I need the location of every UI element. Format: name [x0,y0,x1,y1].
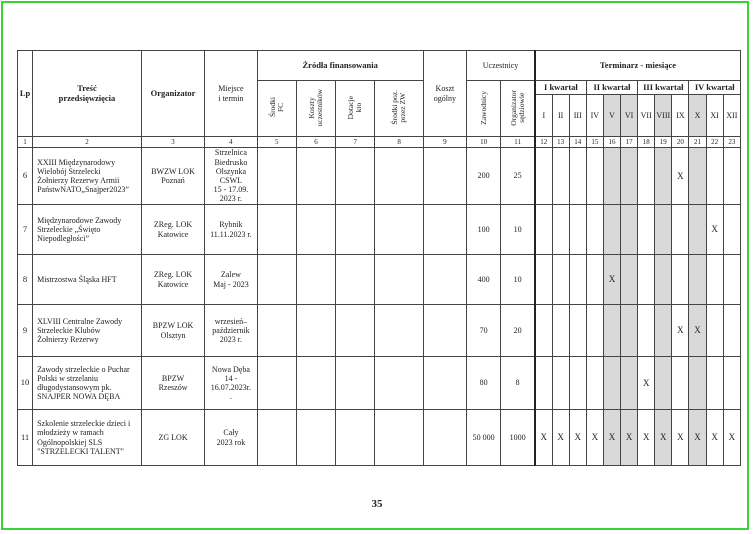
row-month-mark [672,205,689,255]
column-number: 2 [33,137,142,148]
row-month-mark: X [672,148,689,205]
row-month-mark: X [655,410,672,466]
header-miejsce: Miejsce i termin [205,51,257,137]
column-number: 6 [296,137,335,148]
row-empty-cell [296,255,335,305]
row-month-mark: X [638,410,655,466]
row-month-mark: X [689,305,706,357]
row-sedziowie: 8 [501,357,535,410]
row-month-mark [638,148,655,205]
row-tresc: XLVIII Centralne Zawody Strzeleckie Klubów Żołnierzy Rezerwy [33,305,142,357]
row-month-mark [706,357,723,410]
header-month: X [689,95,706,137]
header-quarter-4: IV kwartał [689,81,741,95]
table-row [18,148,741,205]
column-number: 21 [689,137,706,148]
table-row [18,410,741,466]
row-month-mark [655,305,672,357]
column-number: 4 [205,137,257,148]
header-organizator: Organizator [141,51,204,137]
row-month-mark [689,148,706,205]
header-month: IV [586,95,603,137]
row-month-mark [535,357,552,410]
row-lp: 7 [18,205,33,255]
row-miejsce: Nowa Dęba 14 - 16.07.2023r. . [205,357,257,410]
row-month-mark [535,255,552,305]
header-tresc: Treść przedsięwzięcia [33,51,142,137]
row-month-mark [603,205,620,255]
row-empty-cell [257,255,296,305]
row-month-mark [603,305,620,357]
row-zawodnicy: 70 [467,305,501,357]
row-organizator: BPZW Rzeszów [141,357,204,410]
row-sedziowie: 20 [501,305,535,357]
row-month-mark [569,255,586,305]
row-month-mark: X [638,357,655,410]
column-number: 23 [723,137,740,148]
row-empty-cell [336,205,375,255]
row-month-mark [535,305,552,357]
row-month-mark: X [706,410,723,466]
header-lp: Lp [18,51,33,137]
row-month-mark [723,357,740,410]
row-empty-cell [423,205,466,255]
column-number: 20 [672,137,689,148]
column-number: 7 [336,137,375,148]
row-month-mark [586,305,603,357]
table-row [18,305,741,357]
row-month-mark [638,255,655,305]
row-month-mark [706,305,723,357]
header-month: II [552,95,569,137]
row-month-mark [621,357,638,410]
table-row [18,205,741,255]
header-koszt: Koszt ogólny [423,51,466,137]
row-empty-cell [423,148,466,205]
row-month-mark [638,205,655,255]
row-month-mark [655,148,672,205]
header-month: I [535,95,552,137]
row-organizator: ZReg. LOK Katowice [141,255,204,305]
row-empty-cell [375,255,423,305]
header-terminarz: Terminarz - miesiące [535,51,741,81]
row-month-mark [723,305,740,357]
header-zawodnicy: Zawodnicy [467,81,501,137]
header-quarter-3: III kwartał [638,81,689,95]
row-month-mark [689,205,706,255]
row-empty-cell [423,255,466,305]
row-empty-cell [257,357,296,410]
header-quarter-1: I kwartał [535,81,586,95]
row-month-mark [552,357,569,410]
header-zrodla-zw: Środki poz. przez ZW [375,81,423,137]
header-month: XII [723,95,740,137]
row-organizator: BPZW LOK Olsztyn [141,305,204,357]
row-empty-cell [423,357,466,410]
row-empty-cell [336,305,375,357]
column-number: 19 [655,137,672,148]
row-organizator: ZG LOK [141,410,204,466]
column-number: 9 [423,137,466,148]
row-sedziowie: 1000 [501,410,535,466]
row-lp: 6 [18,148,33,205]
row-empty-cell [257,148,296,205]
header-quarter-2: II kwartał [586,81,637,95]
row-miejsce: Strzelnica Biedrusko Olszynka CSWL 15 - 17.09. 2023 r. [205,148,257,205]
row-month-mark [706,255,723,305]
row-month-mark [552,205,569,255]
column-number: 11 [501,137,535,148]
row-month-mark [689,255,706,305]
header-zrodla-koszty: Koszty uczestników [296,81,335,137]
row-month-mark [603,148,620,205]
row-lp: 8 [18,255,33,305]
row-empty-cell [257,410,296,466]
column-number: 5 [257,137,296,148]
row-empty-cell [336,148,375,205]
row-empty-cell [375,357,423,410]
header-uczestnicy: Uczestnicy [467,51,535,81]
row-empty-cell [257,305,296,357]
row-tresc: Międzynarodowe Zawody Strzeleckie „Święto Niepodległości” [33,205,142,255]
row-zawodnicy: 50 000 [467,410,501,466]
header-month: IX [672,95,689,137]
row-month-mark [569,205,586,255]
row-lp: 11 [18,410,33,466]
row-month-mark: X [689,410,706,466]
row-zawodnicy: 80 [467,357,501,410]
row-empty-cell [336,410,375,466]
row-month-mark [603,357,620,410]
row-month-mark: X [569,410,586,466]
header-zrodla: Źródła finansowania [257,51,423,81]
row-lp: 10 [18,357,33,410]
column-number: 18 [638,137,655,148]
header-zrodla-fc: Środki FC [257,81,296,137]
row-zawodnicy: 400 [467,255,501,305]
header-month: V [603,95,620,137]
row-month-mark: X [535,410,552,466]
column-number: 1 [18,137,33,148]
column-number: 15 [586,137,603,148]
row-month-mark [535,205,552,255]
row-tresc: XXIII Międzynarodowy Wielobój Strzelecki Żołnierzy Rezerwy Armii PaństwNATO„Snajper2023” [33,148,142,205]
column-number: 8 [375,137,423,148]
row-sedziowie: 10 [501,255,535,305]
row-month-mark: X [706,205,723,255]
row-empty-cell [375,205,423,255]
row-month-mark [535,148,552,205]
row-empty-cell [296,205,335,255]
header-month: VII [638,95,655,137]
row-month-mark [586,357,603,410]
row-empty-cell [423,305,466,357]
header-month: III [569,95,586,137]
column-number: 12 [535,137,552,148]
column-number: 13 [552,137,569,148]
row-tresc: Szkolenie strzeleckie dzieci i młodzieży w ramach Ogólnopolskiej SLS "STRZELECKI TALENT" [33,410,142,466]
row-month-mark: X [586,410,603,466]
column-number: 3 [141,137,204,148]
row-empty-cell [375,410,423,466]
row-month-mark: X [603,255,620,305]
column-number: 16 [603,137,620,148]
row-month-mark: X [672,305,689,357]
row-month-mark [621,205,638,255]
row-month-mark [621,305,638,357]
row-month-mark [621,255,638,305]
row-empty-cell [257,205,296,255]
row-month-mark [621,148,638,205]
row-month-mark [655,255,672,305]
row-month-mark [569,357,586,410]
header-zrodla-dotacje: Dotacje kto [336,81,375,137]
row-empty-cell [375,148,423,205]
row-organizator: ZReg. LOK Katowice [141,205,204,255]
table-row [18,255,741,305]
row-month-mark [569,305,586,357]
row-empty-cell [423,410,466,466]
row-empty-cell [296,148,335,205]
row-lp: 9 [18,305,33,357]
row-month-mark [706,148,723,205]
row-month-mark [569,148,586,205]
row-tresc: Zawody strzeleckie o Puchar Polski w strzelaniu długodystansowym pk. SNAJPER NOWA DĘBA [33,357,142,410]
header-month: VI [621,95,638,137]
row-miejsce: wrzesień– październik 2023 r. [205,305,257,357]
row-month-mark [655,357,672,410]
row-empty-cell [296,410,335,466]
row-month-mark [723,255,740,305]
row-empty-cell [375,305,423,357]
row-empty-cell [296,305,335,357]
header-month: VIII [655,95,672,137]
column-number: 17 [621,137,638,148]
row-month-mark: X [603,410,620,466]
row-empty-cell [296,357,335,410]
row-month-mark [552,255,569,305]
row-month-mark [638,305,655,357]
row-month-mark [723,205,740,255]
row-month-mark: X [621,410,638,466]
row-sedziowie: 25 [501,148,535,205]
row-month-mark [586,205,603,255]
row-month-mark [552,148,569,205]
row-organizator: BWZW LOK Poznań [141,148,204,205]
row-miejsce: Cały 2023 rok [205,410,257,466]
row-month-mark: X [672,410,689,466]
schedule-table [17,50,741,466]
header-sedziowie: Organizator sędziowie [501,81,535,137]
row-month-mark [672,255,689,305]
row-zawodnicy: 200 [467,148,501,205]
table-row [18,357,741,410]
row-month-mark [552,305,569,357]
row-empty-cell [336,357,375,410]
row-month-mark [586,148,603,205]
page-number: 35 [371,498,383,510]
row-zawodnicy: 100 [467,205,501,255]
column-number: 10 [467,137,501,148]
row-empty-cell [336,255,375,305]
row-month-mark [672,357,689,410]
row-month-mark [586,255,603,305]
row-month-mark [689,357,706,410]
header-month: XI [706,95,723,137]
row-month-mark [723,148,740,205]
row-sedziowie: 10 [501,205,535,255]
row-month-mark: X [552,410,569,466]
row-tresc: Mistrzostwa Śląska HFT [33,255,142,305]
row-miejsce: Zalew Maj - 2023 [205,255,257,305]
row-miejsce: Rybnik 11.11.2023 r. [205,205,257,255]
column-number: 22 [706,137,723,148]
column-number: 14 [569,137,586,148]
row-month-mark: X [723,410,740,466]
row-month-mark [655,205,672,255]
